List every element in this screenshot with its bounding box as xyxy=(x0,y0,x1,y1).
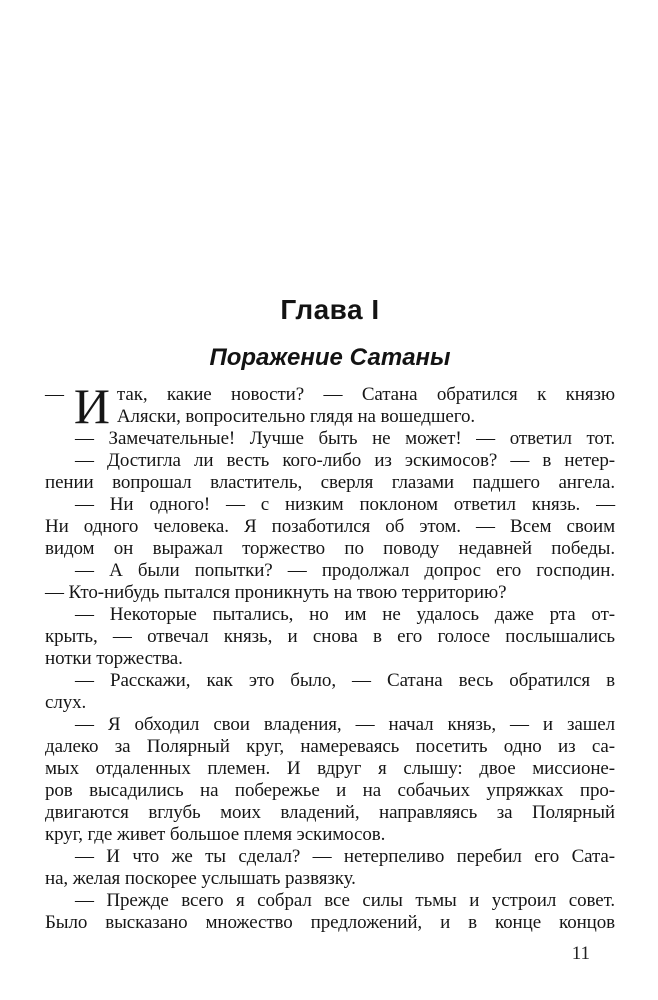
text-line: Аляски, вопросительно глядя на вошедшего. xyxy=(116,406,475,427)
text-line: пении вопрошал властитель, сверля глазами падшего ангела. xyxy=(45,472,615,493)
paragraph xyxy=(45,378,615,434)
opening-dash: — xyxy=(45,384,64,405)
paragraph xyxy=(45,670,615,714)
text-line: — Достигла ли весть кого-либо из эскимосов? — в нетер- xyxy=(75,450,615,471)
text-line: нотки торжества. xyxy=(45,648,183,669)
paragraph xyxy=(45,560,615,604)
text-line: — А были попытки? — продолжал допрос его господин. xyxy=(75,560,615,581)
body-text xyxy=(45,378,615,934)
text-line: ров высадились на побережье и на собачьих упряжках про- xyxy=(45,780,615,801)
paragraph xyxy=(45,450,615,494)
text-line: крыть, — отвечал князь, и снова в его голосе послышались xyxy=(45,626,615,647)
text-line: на, желая поскорее услышать развязку. xyxy=(45,868,356,889)
text-line: — Прежде всего я собрал все силы тьмы и устроил совет. xyxy=(75,890,615,911)
paragraph xyxy=(45,890,615,934)
text-line: — Расскажи, как это было, — Сатана весь обратился в xyxy=(75,670,615,691)
text-line: круг, где живет большое племя эскимосов. xyxy=(45,824,386,845)
opening-group xyxy=(45,378,110,434)
text-line: — И что же ты сделал? — нетерпеливо перебил его Сата- xyxy=(75,846,615,867)
paragraph xyxy=(45,494,615,560)
text-line: — Кто-нибудь пытался проникнуть на твою территорию? xyxy=(45,582,507,603)
text-line: — Я обходил свои владения, — начал князь, — и зашел xyxy=(75,714,615,735)
paragraph xyxy=(45,604,615,670)
text-line: видом он выражал торжество по поводу недавней победы. xyxy=(45,538,615,559)
paragraph xyxy=(45,714,615,846)
chapter-title: Глава I xyxy=(280,294,380,325)
chapter-subtitle: Поражение Сатаны xyxy=(209,344,451,371)
text-line: двигаются вглубь моих владений, направляясь за Полярный xyxy=(45,802,615,823)
paragraph xyxy=(45,428,615,450)
text-line: Было высказано множество предложений, и в конце концов xyxy=(45,912,615,933)
paragraph xyxy=(45,846,615,890)
text-line: Ни одного человека. Я позаботился об этом. — Всем своим xyxy=(45,516,615,537)
page-number: 11 xyxy=(571,943,590,964)
drop-cap-letter: И xyxy=(73,378,110,434)
text-line: — Ни одного! — с низким поклоном ответил князь. — xyxy=(75,494,615,515)
text-line: — Замечательные! Лучше быть не может! — ответил тот. xyxy=(75,428,615,449)
text-line: так, какие новости? — Сатана обратился к князю xyxy=(116,384,615,405)
text-line: — Некоторые пытались, но им не удалось даже рта от- xyxy=(75,604,615,625)
text-line: слух. xyxy=(45,692,87,713)
text-line: далеко за Полярный круг, намереваясь посетить одно из са- xyxy=(45,736,615,757)
text-line: мых отдаленных племен. И вдруг я слышу: двое миссионе- xyxy=(45,758,615,779)
